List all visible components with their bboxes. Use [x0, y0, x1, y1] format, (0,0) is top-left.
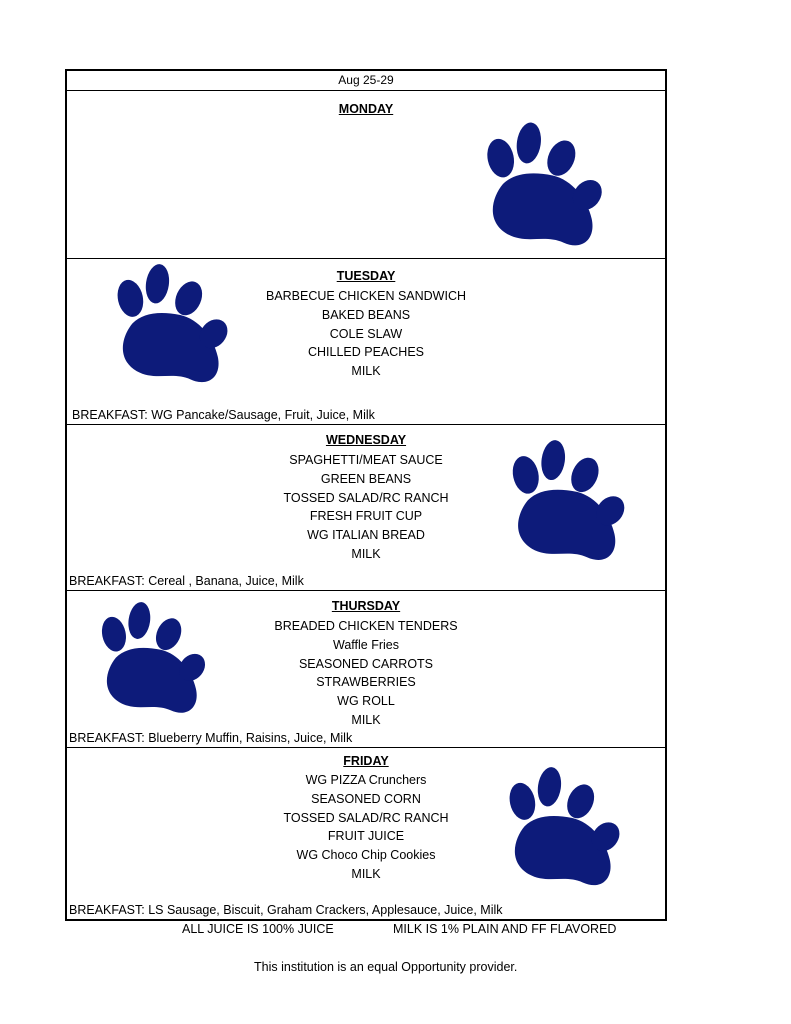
menu-item: MILK: [351, 712, 381, 727]
equal-opportunity-statement: This institution is an equal Opportunity provider.: [254, 960, 518, 974]
menu-item: MILK: [351, 364, 381, 379]
menu-item: CHILLED PEACHES: [307, 345, 424, 360]
menu-item: MILK: [351, 546, 381, 561]
menu-item: BARBECUE CHICKEN SANDWICH: [265, 289, 467, 303]
paw-print-icon: [504, 439, 632, 571]
day-title-tuesday: TUESDAY: [336, 269, 396, 283]
menu-item: FRESH FRUIT CUP: [309, 509, 423, 524]
day-row-monday: [67, 91, 665, 259]
day-title-friday: FRIDAY: [343, 754, 389, 768]
menu-item: GREEN BEANS: [320, 471, 412, 486]
day-row-thursday: [67, 591, 665, 748]
menu-items-thursday: [67, 617, 665, 730]
day-row-friday: [67, 748, 665, 919]
menu-item: Waffle Fries: [333, 637, 399, 652]
breakfast-tuesday: BREAKFAST: WG Pancake/Sausage, Fruit, Juice, Milk: [72, 408, 375, 422]
menu-items-tuesday: [67, 287, 665, 381]
menu-item: TOSSED SALAD/RC RANCH: [283, 490, 449, 505]
menu-table: [65, 69, 667, 921]
juice-note: ALL JUICE IS 100% JUICE: [182, 922, 334, 936]
menu-item: WG ITALIAN BREAD: [307, 528, 425, 543]
menu-item: BREADED CHICKEN TENDERS: [274, 619, 458, 633]
menu-item: SEASONED CORN: [311, 791, 421, 806]
menu-item: SPAGHETTI/MEAT SAUCE: [289, 453, 443, 467]
menu-item: WG PIZZA Crunchers: [305, 773, 427, 787]
menu-item: SEASONED CARROTS: [298, 656, 434, 671]
menu-item: COLE SLAW: [329, 326, 403, 341]
day-title-monday: MONDAY: [338, 102, 394, 116]
menu-item: WG Choco Chip Cookies: [296, 848, 436, 863]
menu-item: BAKED BEANS: [321, 307, 411, 322]
menu-item: WG ROLL: [337, 694, 395, 709]
breakfast-friday: BREAKFAST: LS Sausage, Biscuit, Graham Crackers, Applesauce, Juice, Milk: [69, 903, 503, 917]
paw-print-icon: [497, 766, 631, 896]
day-title-thursday: THURSDAY: [331, 599, 401, 613]
menu-item: FRUIT JUICE: [327, 829, 405, 844]
day-row-wednesday: [67, 425, 665, 591]
paw-print-icon: [479, 119, 609, 259]
breakfast-wednesday: BREAKFAST: Cereal , Banana, Juice, Milk: [69, 574, 304, 588]
week-header: [67, 71, 665, 91]
day-row-tuesday: [67, 259, 665, 425]
menu-item: MILK: [351, 866, 381, 881]
menu-item: STRAWBERRIES: [316, 675, 416, 690]
breakfast-thursday: BREAKFAST: Blueberry Muffin, Raisins, Juice, Milk: [69, 731, 353, 745]
week-label: Aug 25-29: [338, 73, 394, 87]
milk-note: MILK IS 1% PLAIN AND FF FLAVORED: [393, 922, 617, 936]
menu-item: TOSSED SALAD/RC RANCH: [283, 810, 449, 825]
day-title-wednesday: WEDNESDAY: [325, 433, 407, 447]
